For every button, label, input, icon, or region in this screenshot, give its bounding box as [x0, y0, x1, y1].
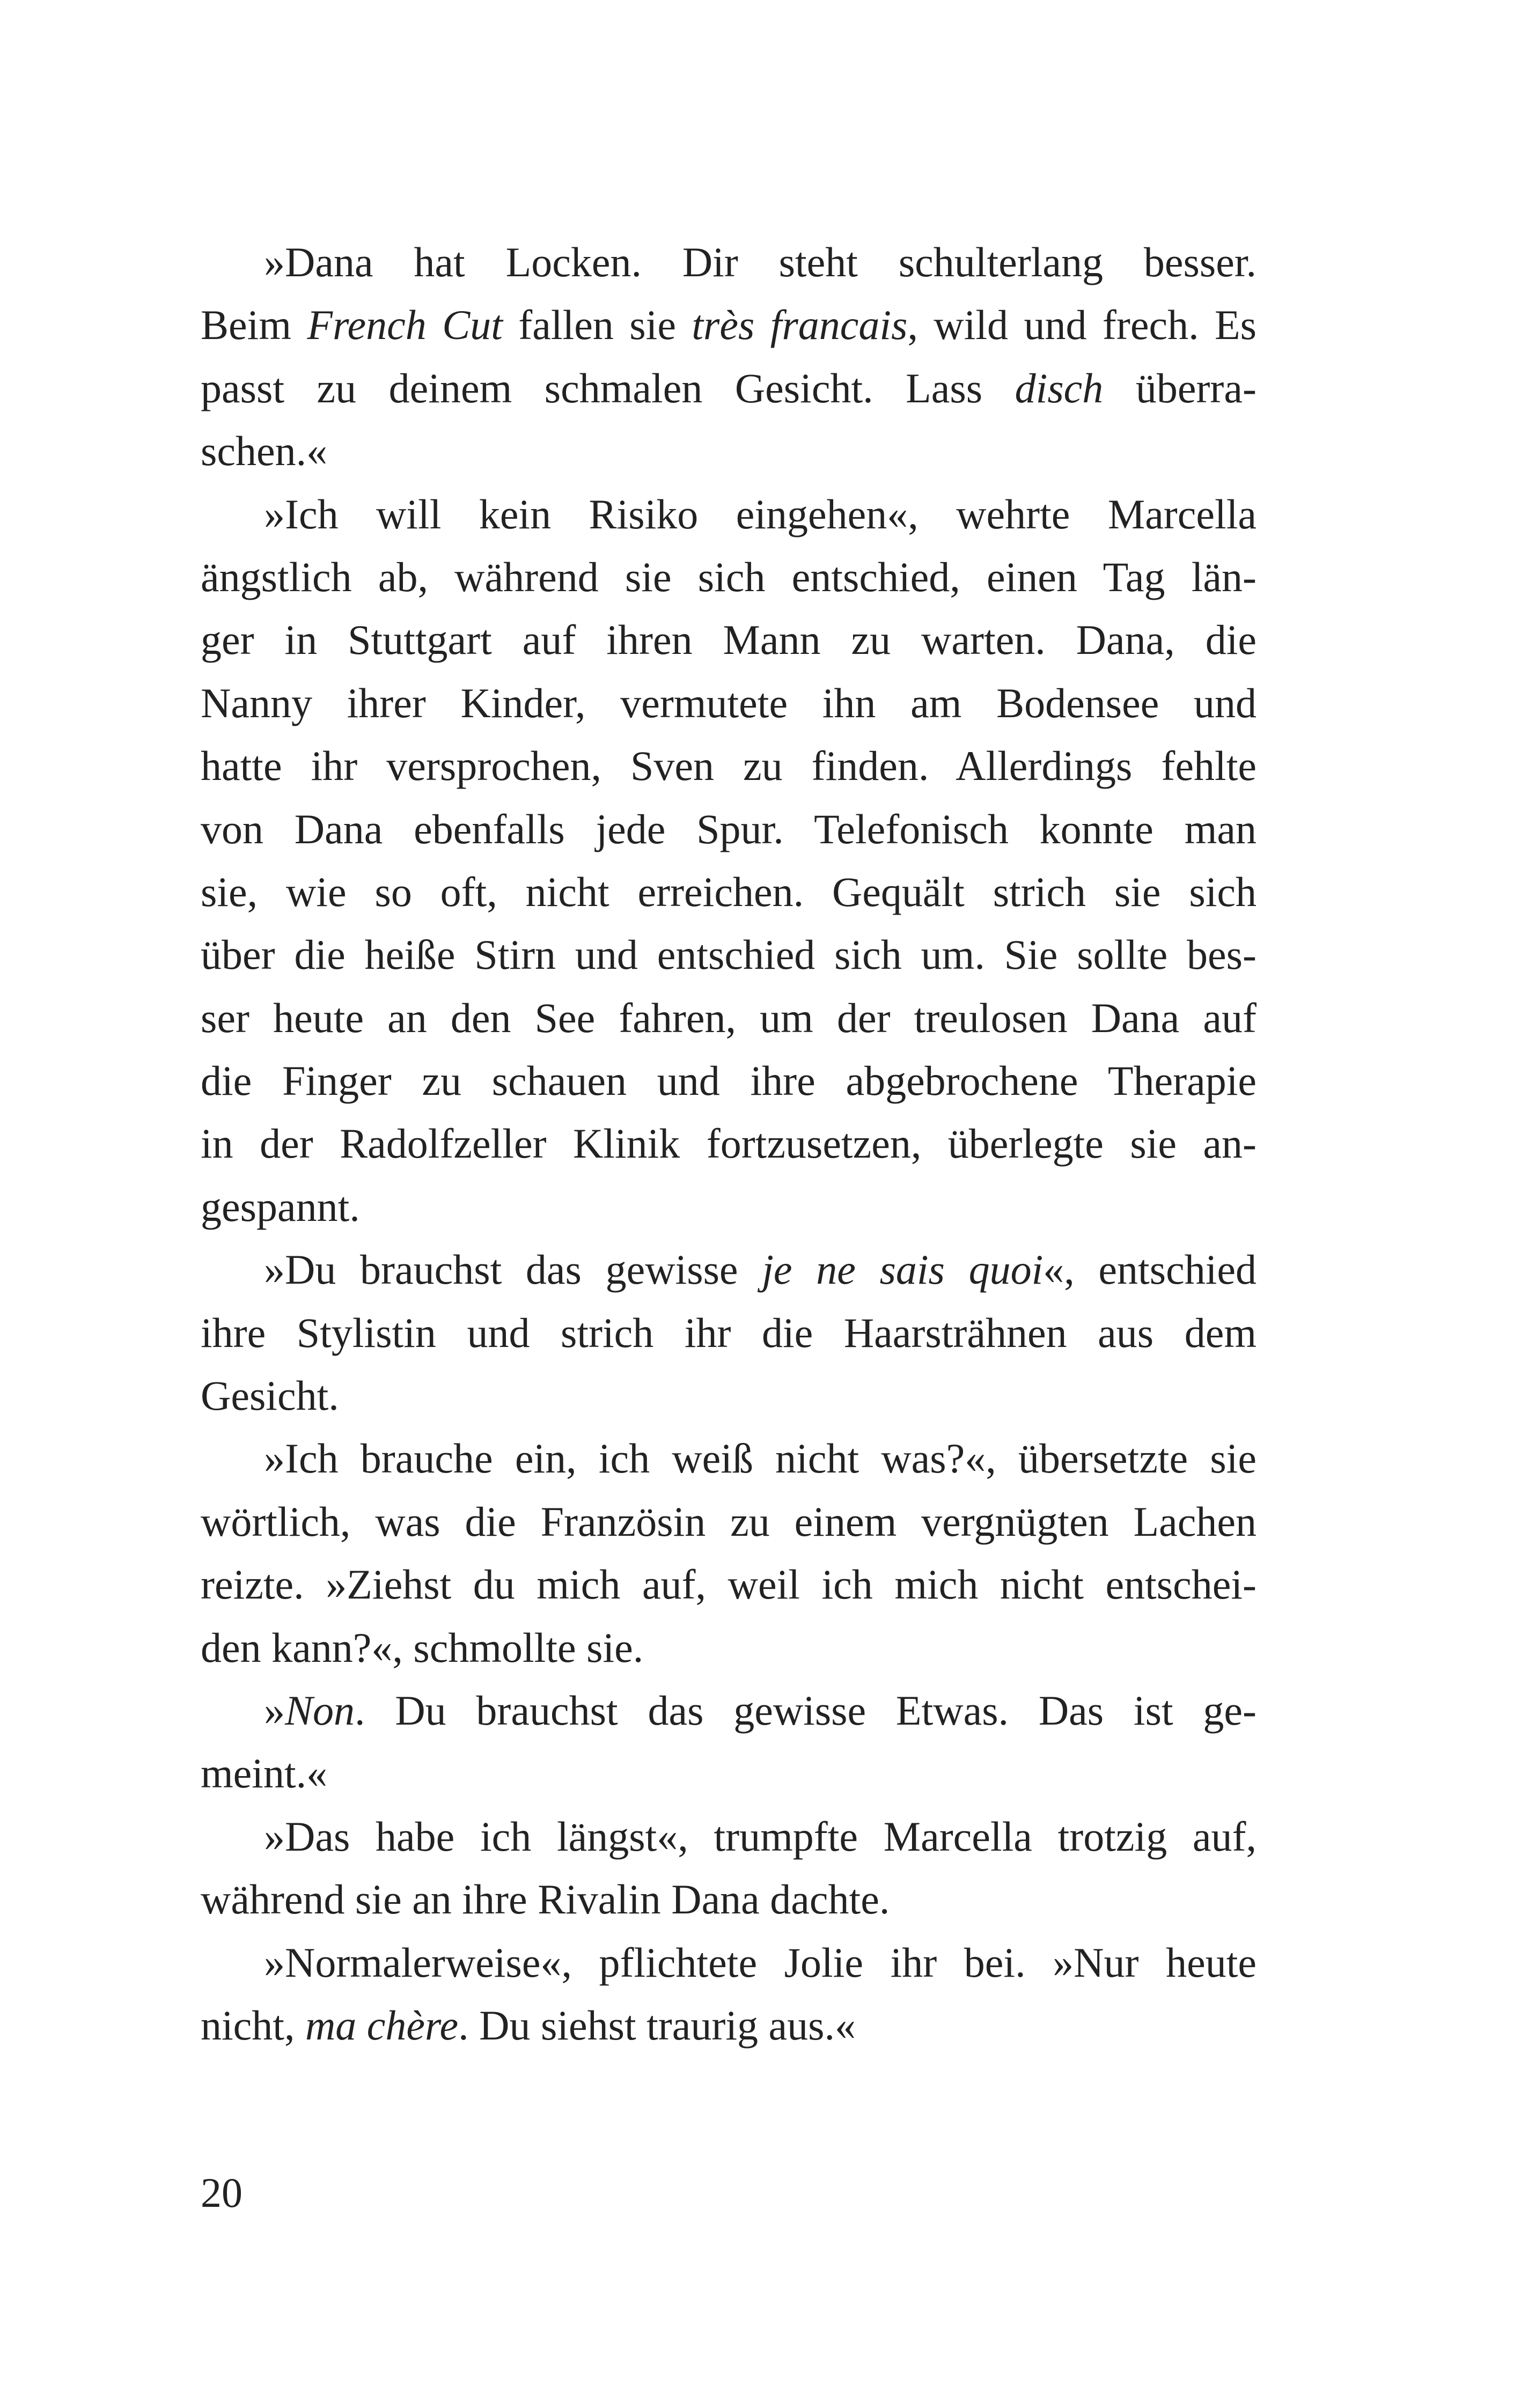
text-segment: schen.« — [201, 428, 328, 475]
text-segment: »Normalerweise«, pflichtete Jolie ihr bei. »Nur heute — [264, 1939, 1257, 1986]
text-line — [201, 1994, 1257, 2057]
text-segment: »Das habe ich längst«, trumpfte Marcella trotzig auf, — [264, 1813, 1257, 1860]
text-line — [201, 1868, 1257, 1931]
text-segment: den kann?«, schmollte sie. — [201, 1624, 644, 1671]
text-segment: fallen sie — [502, 301, 692, 349]
text-line — [201, 1175, 1257, 1238]
text-line — [201, 1931, 1257, 1994]
page-number: 20 — [201, 2169, 243, 2216]
text-segment: Beim — [201, 301, 307, 349]
text-line — [201, 734, 1257, 797]
text-segment: über die heiße Stirn und entschied sich um. Sie sollte bes- — [201, 931, 1257, 978]
text-segment: hatte ihr versprochen, Sven zu finden. Allerdings fehlte — [201, 742, 1257, 790]
text-line — [201, 293, 1257, 356]
text-line — [201, 1238, 1257, 1301]
text-line — [201, 672, 1257, 734]
text-line — [201, 231, 1257, 293]
text-segment: ihre Stylistin und strich ihr die Haarsträhnen aus dem — [201, 1309, 1257, 1356]
text-line — [201, 1742, 1257, 1805]
text-segment: »Du brauchst das gewisse — [264, 1246, 762, 1293]
text-line — [201, 608, 1257, 671]
text-segment: »Dana hat Locken. Dir steht schulterlang besser. — [264, 239, 1257, 285]
text-segment: in der Radolfzeller Klinik fortzusetzen, überlegte sie an- — [201, 1120, 1257, 1167]
text-line — [201, 1049, 1257, 1112]
text-segment: überra- — [1103, 364, 1257, 411]
body-text — [201, 231, 1257, 2057]
text-segment: Nanny ihrer Kinder, vermutete ihn am Bodensee und — [201, 679, 1257, 726]
italic-text: French Cut — [307, 301, 503, 349]
text-line — [201, 357, 1257, 419]
text-segment: von Dana ebenfalls jede Spur. Telefonisch konnte man — [201, 805, 1257, 852]
text-line — [201, 1616, 1257, 1679]
text-line — [201, 483, 1257, 546]
italic-text: je ne sais quoi — [762, 1246, 1044, 1293]
text-segment: »Ich brauche ein, ich weiß nicht was?«, übersetzte sie — [264, 1435, 1257, 1482]
text-line — [201, 986, 1257, 1049]
text-segment: . Du brauchst das gewisse Etwas. Das ist ge- — [355, 1687, 1257, 1734]
text-line — [201, 1112, 1257, 1175]
italic-text: très francais — [692, 301, 908, 349]
text-line — [201, 798, 1257, 860]
text-line — [201, 1427, 1257, 1490]
text-segment: gespannt. — [201, 1183, 360, 1230]
italic-text: Non — [285, 1687, 355, 1734]
text-segment: ängstlich ab, während sie sich entschied, einen Tag län- — [201, 553, 1257, 600]
italic-text: disch — [1015, 364, 1104, 411]
text-line — [201, 1805, 1257, 1868]
text-segment: wörtlich, was die Französin zu einem vergnügten Lachen — [201, 1498, 1257, 1545]
text-segment: ser heute an den See fahren, um der treulosen Dana auf — [201, 994, 1257, 1041]
text-segment: . Du siehst traurig aus.« — [458, 2001, 856, 2049]
text-line — [201, 1553, 1257, 1616]
text-segment: während sie an ihre Rivalin Dana dachte. — [201, 1876, 890, 1923]
text-segment: passt zu deinem schmalen Gesicht. Lass — [201, 364, 1015, 411]
text-line — [201, 1301, 1257, 1364]
text-line — [201, 1490, 1257, 1553]
text-line — [201, 546, 1257, 608]
text-segment: Gesicht. — [201, 1372, 339, 1419]
text-line — [201, 860, 1257, 923]
text-segment: meint.« — [201, 1750, 328, 1797]
text-line — [201, 923, 1257, 986]
text-segment: die Finger zu schauen und ihre abgebrochene Therapie — [201, 1057, 1257, 1104]
text-segment: »Ich will kein Risiko eingehen«, wehrte Marcella — [264, 490, 1257, 537]
text-segment: nicht, — [201, 2001, 305, 2049]
text-segment: sie, wie so oft, nicht erreichen. Gequält strich sie sich — [201, 868, 1257, 915]
text-line — [201, 1679, 1257, 1742]
text-segment: «, entschied — [1043, 1246, 1257, 1293]
text-line — [201, 1364, 1257, 1427]
italic-text: ma chère — [305, 2001, 459, 2049]
text-segment: » — [264, 1687, 285, 1734]
text-segment: , wild und frech. Es — [907, 301, 1257, 349]
text-line — [201, 419, 1257, 482]
text-segment: reizte. »Ziehst du mich auf, weil ich mich nicht entschei- — [201, 1561, 1257, 1608]
text-segment: ger in Stuttgart auf ihren Mann zu warten. Dana, die — [201, 616, 1257, 664]
